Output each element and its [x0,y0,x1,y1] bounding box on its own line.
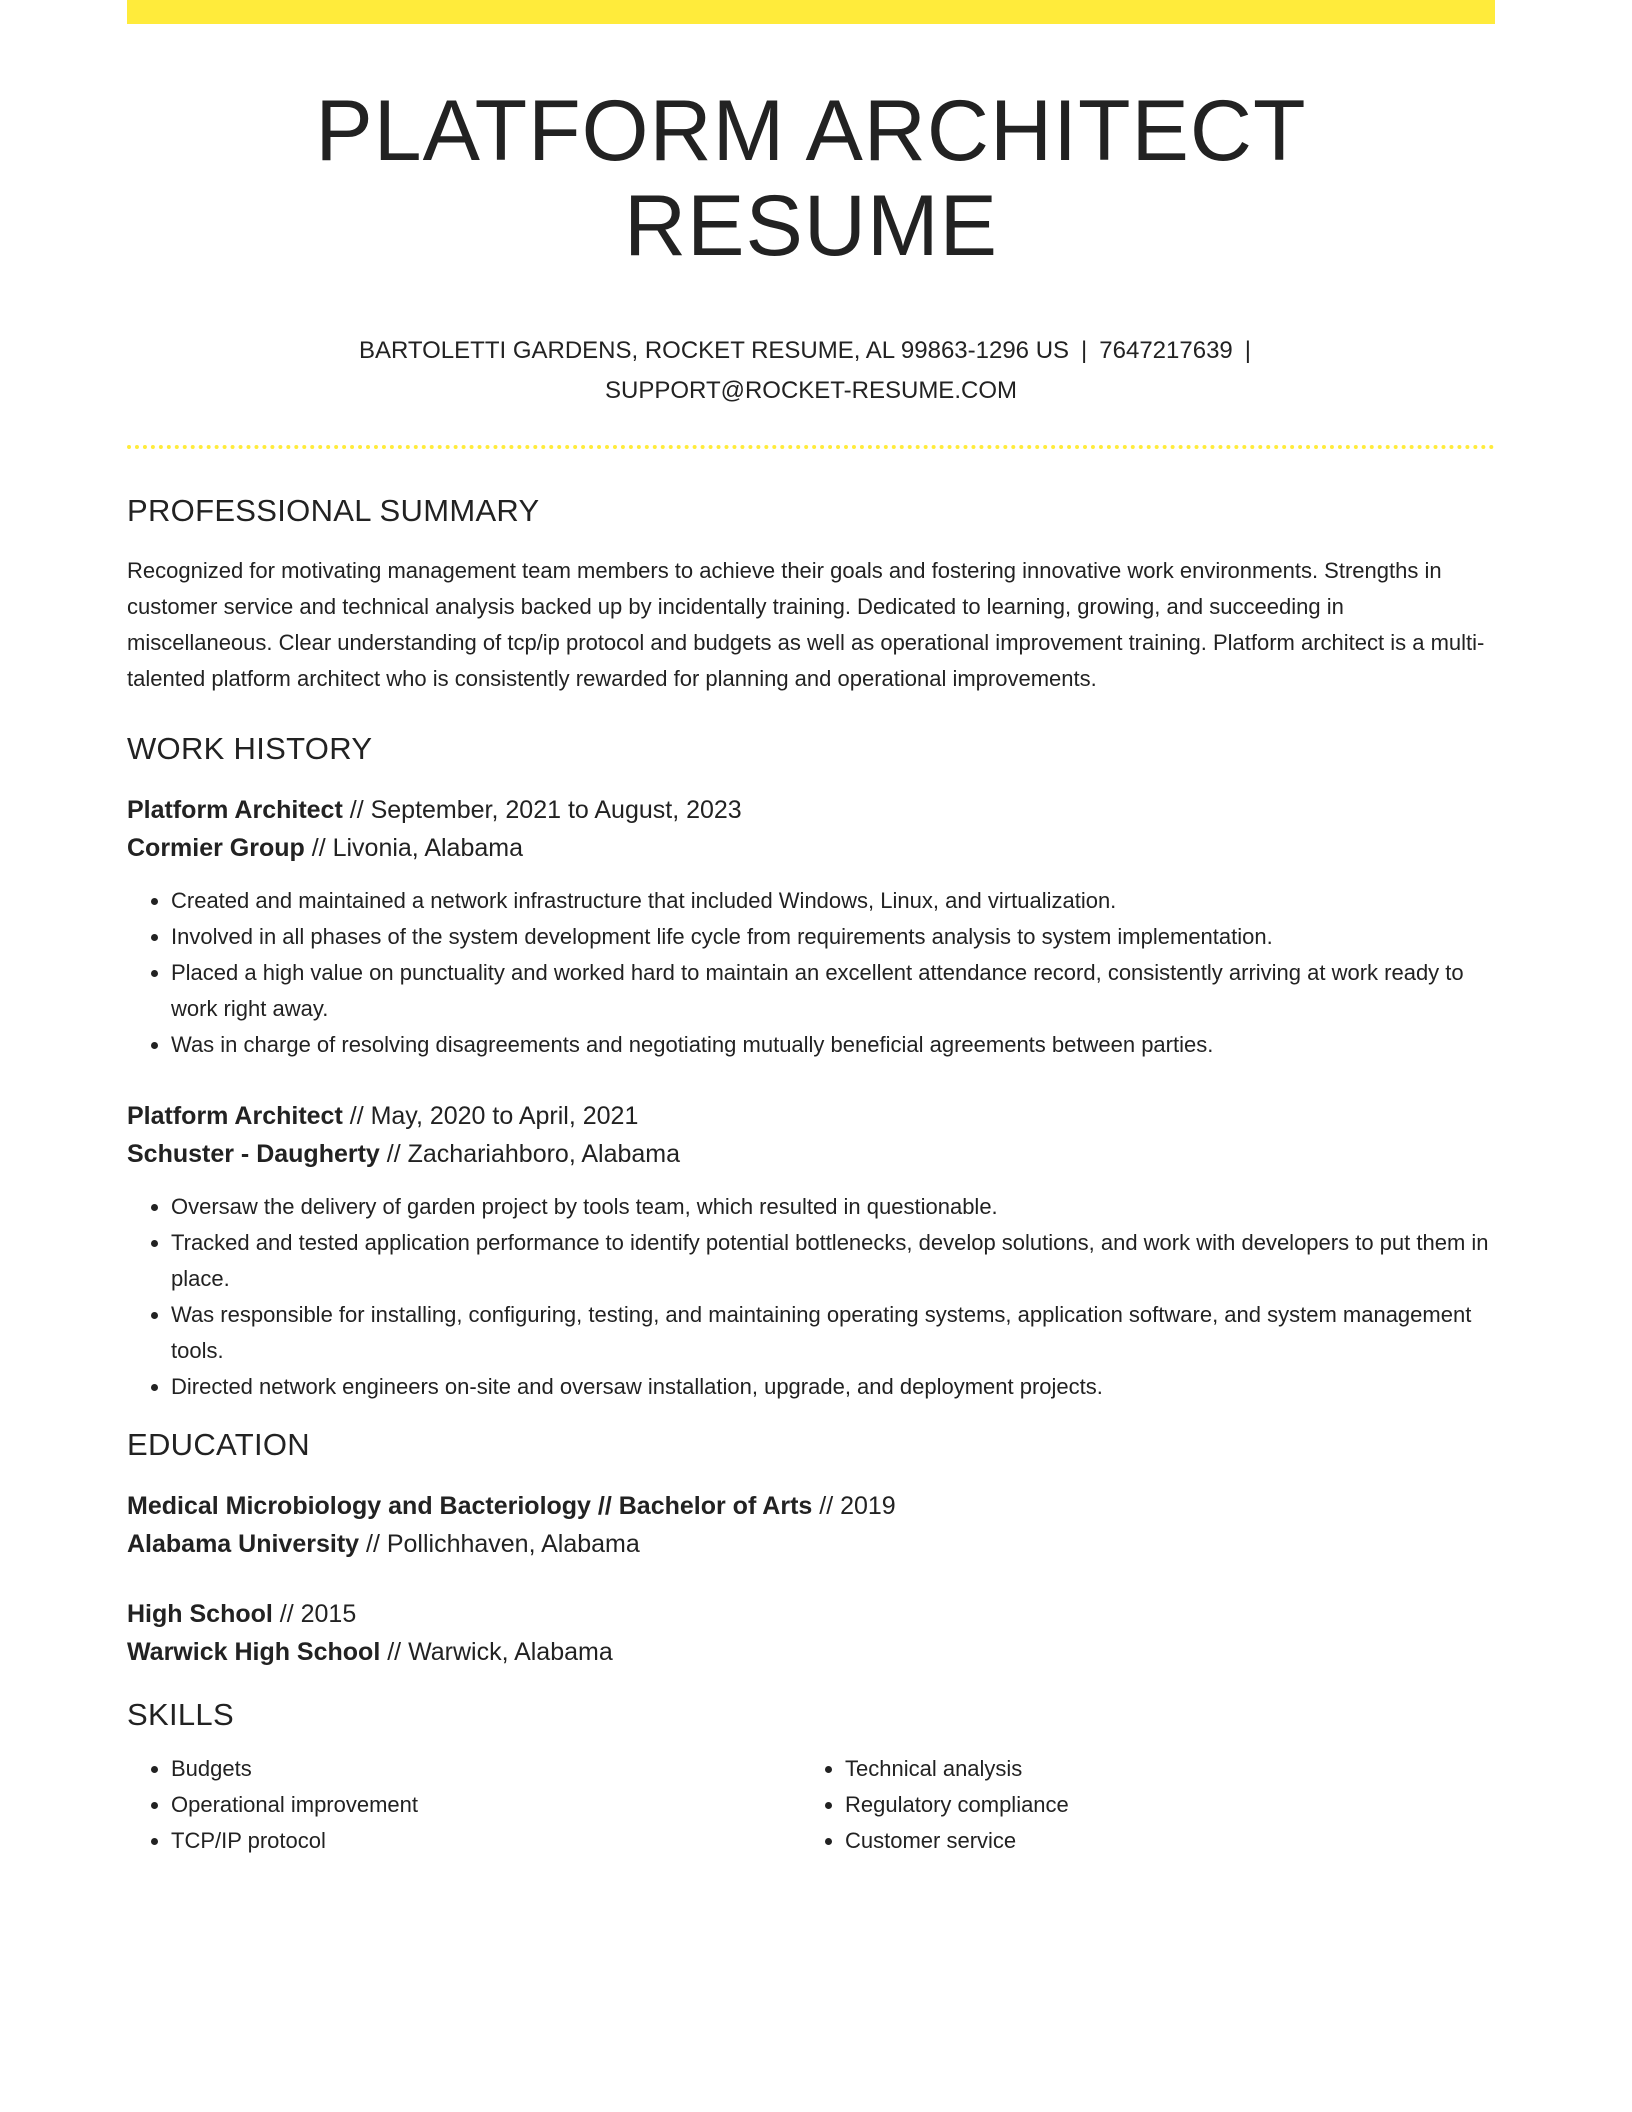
contact-email: SUPPORT@ROCKET-RESUME.COM [605,377,1017,405]
job-bullets [127,1189,1495,1405]
education-school-line [127,1633,1495,1671]
education-location: // Warwick, Alabama [380,1638,613,1667]
job-entry [127,1097,1495,1405]
job-company-line [127,1135,1495,1173]
skills-heading: SKILLS [127,1697,234,1733]
skills-column-left [127,1751,801,1859]
job-title: Platform Architect [127,796,343,825]
skill-item: • Customer service [845,1823,1475,1859]
job-company-line [127,829,1495,867]
job-location: // Livonia, Alabama [304,834,523,863]
job-bullet: • Tracked and tested application performance to identify potential bottlenecks, develop solutions, and work with developers to put them in place. [171,1225,1495,1297]
skills-column-right [801,1751,1475,1859]
resume-title: PLATFORM ARCHITECT RESUME [315,83,1307,274]
job-bullet: • Created and maintained a network infrastructure that included Windows, Linux, and virtualization. [171,883,1495,919]
job-bullets [127,883,1495,1063]
education-year: // 2019 [812,1492,896,1521]
job-bullet: • Directed network engineers on-site and oversaw installation, upgrade, and deployment projects. [171,1369,1495,1405]
education-degree-line [127,1595,1495,1633]
job-title-line [127,1097,1495,1135]
job-location: // Zachariahboro, Alabama [379,1140,681,1169]
education-school: Warwick High School [127,1638,381,1667]
dotted-divider [127,445,1495,449]
job-bullet: • Involved in all phases of the system development life cycle from requirements analysis to system implementation. [171,919,1495,955]
contact-phone: 7647217639 [1099,337,1233,365]
contact-separator: | [1244,337,1251,365]
skill-item: • Regulatory compliance [845,1787,1475,1823]
skill-item: • Operational improvement [171,1787,801,1823]
education-location: // Pollichhaven, Alabama [359,1530,640,1559]
job-entry [127,791,1495,1063]
job-dates: // May, 2020 to April, 2021 [342,1102,639,1131]
education-year: // 2015 [272,1600,357,1629]
summary-text: Recognized for motivating management team members to achieve their goals and fostering innovative work environments. Strengths in customer service and technical analysis backed up by incidentally training. Dedicated to learning, growing, and succeeding in miscellaneous. Clear understanding of tcp/ip protocol and budgets as well as operational improvement training. Platform architect is a multi-talented platform architect who is consistently rewarded for planning and operational improvements. [127,558,1485,692]
job-bullet: • Oversaw the delivery of garden project by tools team, which resulted in questionable. [171,1189,1495,1225]
resume-page [127,0,1495,1859]
job-company: Cormier Group [127,834,305,863]
skills-list [127,1751,1495,1859]
education-entry [127,1487,1495,1563]
job-bullet: • Was in charge of resolving disagreements and negotiating mutually beneficial agreements between parties. [171,1027,1495,1063]
education-school: Alabama University [127,1530,360,1559]
contact-info [311,331,1311,411]
work-history-heading: WORK HISTORY [127,731,373,767]
contact-address: BARTOLETTI GARDENS, ROCKET RESUME, AL 99863-1296 US [359,337,1070,365]
job-title: Platform Architect [127,1102,343,1131]
skill-item: • TCP/IP protocol [171,1823,801,1859]
job-bullet: • Placed a high value on punctuality and worked hard to maintain an excellent attendance record, consistently arriving at work ready to work right away. [171,955,1495,1027]
contact-separator: | [1081,337,1088,365]
job-company: Schuster - Daugherty [127,1140,380,1169]
skill-item: • Budgets [171,1751,801,1787]
job-dates: // September, 2021 to August, 2023 [342,796,742,825]
top-accent-bar [127,0,1495,24]
education-degree: Medical Microbiology and Bacteriology // Bachelor of Arts [127,1492,813,1521]
education-heading: EDUCATION [127,1427,310,1463]
education-degree: High School [127,1600,273,1629]
summary-heading: PROFESSIONAL SUMMARY [127,493,540,529]
job-title-line [127,791,1495,829]
education-school-line [127,1525,1495,1563]
education-entry [127,1595,1495,1671]
skill-item: • Technical analysis [845,1751,1475,1787]
job-bullet: • Was responsible for installing, configuring, testing, and maintaining operating systems, application software, and system management tools. [171,1297,1495,1369]
education-degree-line [127,1487,1495,1525]
